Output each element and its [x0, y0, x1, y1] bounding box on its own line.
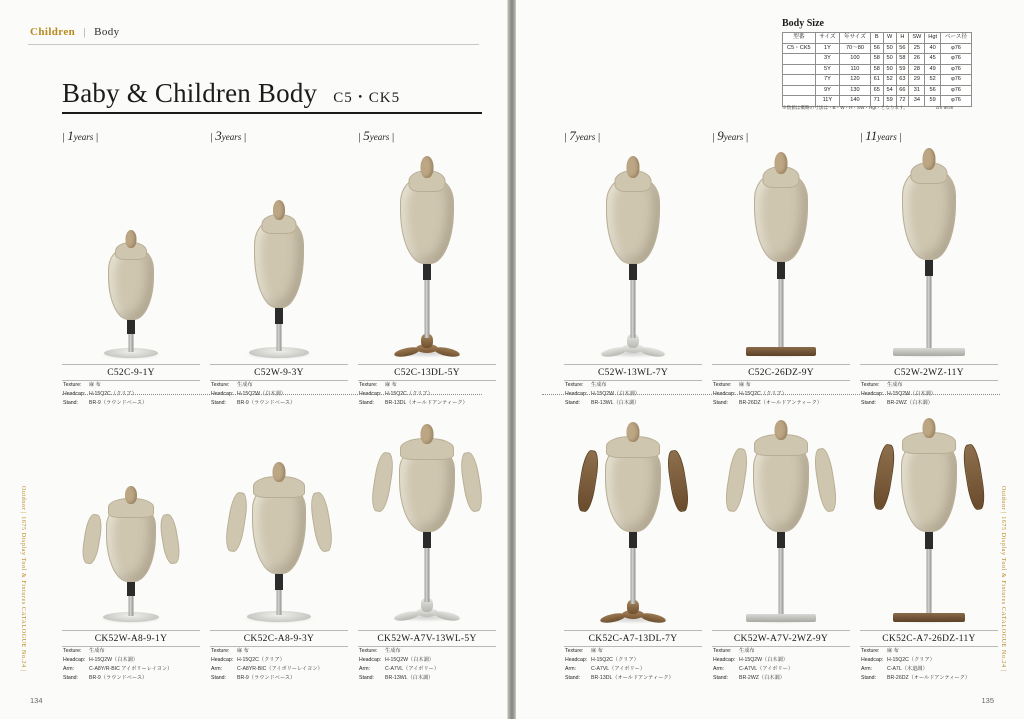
cell: [783, 64, 816, 75]
age-label-1: | 1years |: [62, 128, 99, 143]
side-tab-label: Outdoor | 1675 Display Tool & Fixtures CATALOGUE No.24 |: [1000, 486, 1006, 672]
spec-key: Texture:: [63, 648, 82, 654]
product-figure-12: [860, 404, 998, 630]
col-header: サイズ: [815, 33, 839, 44]
spec-value: H-15Q2W（白木調）: [89, 657, 138, 664]
age-unit: years: [877, 132, 897, 142]
spec-value: BR-13WL（白木調）: [385, 675, 434, 682]
spec-key: Texture:: [861, 382, 880, 388]
cell: φ76: [940, 54, 971, 65]
cell: 110: [840, 64, 871, 75]
spec-key: Headcap:: [211, 657, 234, 664]
folio-right: 135: [981, 696, 994, 705]
cell: 70〜80: [840, 43, 871, 54]
col-header: B: [870, 33, 883, 44]
cell: 34: [909, 96, 925, 107]
spec-value: BR-9（ラウンドベース）: [237, 675, 296, 682]
cell: 61: [870, 75, 883, 86]
spec-value: C-A7VL（アイボリー）: [385, 666, 440, 673]
spec-value: 麻 布: [591, 648, 603, 654]
cell: 45: [925, 54, 941, 65]
spec-value: C-A7VL（アイボリー）: [739, 666, 794, 673]
page-title-code: C5・CK5: [333, 90, 401, 106]
cell: 50: [883, 43, 896, 54]
age-unit: years: [73, 132, 94, 142]
product-cell-9: [358, 404, 496, 683]
product-specs-10: [564, 647, 702, 683]
spec-key: Texture:: [713, 648, 732, 654]
product-figure-6: [860, 148, 998, 364]
spec-value: 生成布: [591, 382, 607, 388]
product-cell-3: [358, 128, 496, 408]
cell: 59: [925, 96, 941, 107]
spec-value: C-A8YR-BIC（アイボリーレイヨン）: [237, 666, 323, 673]
cell: 40: [925, 43, 941, 54]
product-cell-4: [564, 128, 702, 408]
body-size-note-right: cm ※cm: [936, 105, 954, 110]
body-size-table: [782, 32, 972, 107]
product-specs-7: [62, 647, 200, 683]
spec-key: Texture:: [211, 382, 230, 388]
cell: 56: [925, 85, 941, 96]
cell: 58: [870, 54, 883, 65]
product-cell-11: [712, 404, 850, 683]
cell: 59: [883, 96, 896, 107]
spec-key: Stand:: [565, 400, 580, 407]
cell: 120: [840, 75, 871, 86]
cell: 56: [896, 43, 909, 54]
table-row: [783, 75, 972, 86]
table-header-row: [783, 33, 972, 44]
age-unit: years: [575, 132, 596, 142]
product-figure-3: [358, 148, 496, 364]
cell: 11Y: [815, 96, 839, 107]
cell: φ76: [940, 85, 971, 96]
spec-key: Stand:: [861, 400, 876, 407]
spec-key: Headcap:: [713, 657, 736, 664]
spec-key: Stand:: [359, 400, 374, 407]
age-number: 5: [363, 128, 370, 143]
age-number: 9: [717, 128, 724, 143]
spec-value: H-15Q2C（クリア）: [385, 391, 433, 398]
spec-key: Stand:: [211, 675, 226, 682]
cell: 66: [896, 85, 909, 96]
cell: 72: [896, 96, 909, 107]
product-figure-7: [62, 404, 200, 630]
left-page: [0, 0, 508, 719]
age-number: 7: [569, 128, 576, 143]
product-specs-12: [860, 647, 998, 683]
cell: 31: [909, 85, 925, 96]
product-figure-1: [62, 148, 200, 364]
col-header: SW: [909, 33, 925, 44]
cell: 56: [870, 43, 883, 54]
cell: 5Y: [815, 64, 839, 75]
spec-value: C-A7VL（アイボリー）: [591, 666, 646, 673]
age-label-3: | 5years |: [358, 128, 395, 143]
title-rule: [62, 112, 482, 114]
spec-key: Texture:: [565, 382, 584, 388]
folio-left: 134: [30, 696, 43, 705]
product-cell-2: [210, 128, 348, 408]
product-code-4: C52W-13WL-7Y: [597, 368, 669, 378]
product-code-9: CK52W-A7V-13WL-5Y: [377, 634, 477, 644]
cell: 26: [909, 54, 925, 65]
cell: [783, 85, 816, 96]
spec-key: Texture:: [359, 382, 378, 388]
spec-key: Texture:: [63, 382, 82, 388]
cell: 58: [896, 54, 909, 65]
cell: 140: [840, 96, 871, 107]
spec-key: Stand:: [713, 400, 728, 407]
spec-key: Stand:: [713, 675, 728, 682]
spec-value: BR-26DZ（オールドアンティーク）: [887, 675, 970, 682]
breadcrumb-separator: |: [83, 26, 86, 38]
age-label-6: | 11years |: [860, 128, 903, 143]
spec-key: Arm:: [63, 666, 74, 673]
spec-value: 生成布: [89, 648, 105, 654]
spec-key: Texture:: [713, 382, 732, 388]
cell: φ76: [940, 64, 971, 75]
spec-value: BR-13WL（白木調）: [591, 400, 640, 407]
age-label-2: | 3years |: [210, 128, 247, 143]
age-number: 1: [67, 128, 74, 143]
product-code-12: CK52C-A7-26DZ-11Y: [882, 634, 976, 644]
product-code-5: C52C-26DZ-9Y: [748, 368, 814, 378]
spec-key: Headcap:: [359, 391, 382, 398]
spec-value: H-15Q2C（クリア）: [739, 391, 787, 398]
spec-value: H-15Q2W（白木調）: [591, 391, 640, 398]
cell: 49: [925, 64, 941, 75]
cell: 9Y: [815, 85, 839, 96]
cell: 29: [909, 75, 925, 86]
cell: [783, 75, 816, 86]
right-page: [516, 0, 1024, 719]
product-cell-12: [860, 404, 998, 683]
product-code-10: CK52C-A7-13DL-7Y: [588, 634, 678, 644]
breadcrumb: [30, 26, 120, 38]
spec-key: Stand:: [63, 675, 78, 682]
age-unit: years: [369, 132, 390, 142]
product-figure-11: [712, 404, 850, 630]
side-tab-label: Outdoor | 1675 Display Tool & Fixtures CATALOGUE No.24 |: [20, 486, 26, 672]
age-number: 11: [865, 128, 878, 143]
cell: 50: [883, 54, 896, 65]
spec-value: H-15Q2C（クリア）: [89, 391, 137, 398]
product-code-1: C52C-9-1Y: [107, 368, 155, 378]
spec-key: Headcap:: [63, 391, 86, 398]
product-figure-8: [210, 404, 348, 630]
spec-value: BR-26DZ（オールドアンティーク）: [739, 400, 822, 407]
cell: 52: [925, 75, 941, 86]
spec-value: H-15Q2W（白木調）: [237, 391, 286, 398]
spec-value: H-15Q2C（クリア）: [887, 657, 935, 664]
spec-value: BR-13DL（オールドアンティーク）: [591, 675, 674, 682]
cell: φ76: [940, 43, 971, 54]
spec-value: 麻 布: [237, 648, 249, 654]
cell: 65: [870, 85, 883, 96]
product-code-11: CK52W-A7V-2WZ-9Y: [733, 634, 829, 644]
spec-value: 生成布: [739, 648, 755, 654]
spec-key: Texture:: [861, 648, 880, 654]
col-header: 年サイズ: [840, 33, 871, 44]
spec-value: H-15Q2C（クリア）: [591, 657, 639, 664]
cell: φ76: [940, 75, 971, 86]
cell: [783, 54, 816, 65]
spec-key: Arm:: [713, 666, 724, 673]
product-cell-5: [712, 128, 850, 408]
spread-gutter: [508, 0, 516, 719]
side-tab-left: [20, 486, 26, 676]
cell: 52: [883, 75, 896, 86]
table-row: [783, 85, 972, 96]
spec-key: Texture:: [211, 648, 230, 654]
product-specs-9: [358, 647, 496, 683]
spec-key: Headcap:: [211, 391, 234, 398]
spec-key: Headcap:: [565, 657, 588, 664]
product-figure-9: [358, 404, 496, 630]
cell: 63: [896, 75, 909, 86]
spec-key: Headcap:: [359, 657, 382, 664]
row-divider-left: [62, 394, 482, 395]
body-size-note-left: ※数値は概略の寸法は・B・W・H・SW・Hgt・となります。: [782, 105, 908, 110]
cell: φ76: [940, 96, 971, 107]
age-label-5: | 9years |: [712, 128, 749, 143]
spec-value: C-A8Y/R-BIC アイボリーレイヨン）: [89, 666, 173, 673]
col-header: Hgt: [925, 33, 941, 44]
spec-key: Stand:: [565, 675, 580, 682]
breadcrumb-category: Children: [30, 26, 76, 38]
product-code-6: C52W-2WZ-11Y: [894, 368, 964, 378]
spec-value: 麻 布: [887, 648, 899, 654]
col-header: 型番: [783, 33, 816, 44]
spec-value: 生成布: [887, 382, 903, 388]
spec-key: Stand:: [63, 400, 78, 407]
spec-value: H-15Q2W（白木調）: [385, 657, 434, 664]
spec-key: Arm:: [211, 666, 222, 673]
page-title: Baby & Children Body: [62, 78, 318, 108]
age-unit: years: [221, 132, 242, 142]
spec-value: BR-9（ラウンドベース）: [89, 400, 148, 407]
spec-value: C-A7L（木道調）: [887, 666, 928, 673]
spec-value: H-15Q2W（白木調）: [739, 657, 788, 664]
cell: 100: [840, 54, 871, 65]
spec-value: BR-13DL（オールドアンティーク）: [385, 400, 468, 407]
col-header: ベース径: [940, 33, 971, 44]
spec-value: 生成布: [237, 382, 253, 388]
cell: C5・CK5: [783, 43, 816, 54]
product-cell-6: [860, 128, 998, 408]
body-size-title: Body Size: [782, 18, 824, 29]
spec-key: Texture:: [359, 648, 378, 654]
spec-value: BR-2WZ（白木調）: [739, 675, 785, 682]
product-code-2: C52W-9-3Y: [254, 368, 304, 378]
product-code-3: C52C-13DL-5Y: [394, 368, 460, 378]
spec-key: Headcap:: [861, 657, 884, 664]
cell: 50: [883, 64, 896, 75]
age-label-4: | 7years |: [564, 128, 601, 143]
spec-value: BR-2WZ（白木調）: [887, 400, 933, 407]
spec-key: Texture:: [565, 648, 584, 654]
spec-key: Stand:: [211, 400, 226, 407]
spec-value: BR-9（ラウンドベース）: [237, 400, 296, 407]
cell: 7Y: [815, 75, 839, 86]
spec-key: Headcap:: [63, 657, 86, 664]
breadcrumb-section: Body: [94, 26, 120, 38]
cell: 71: [870, 96, 883, 107]
product-code-7: CK52W-A8-9-1Y: [94, 634, 168, 644]
side-tab-right: [1000, 486, 1006, 676]
spec-value: 麻 布: [739, 382, 751, 388]
age-unit: years: [723, 132, 744, 142]
spec-key: Headcap:: [861, 391, 884, 398]
cell: 3Y: [815, 54, 839, 65]
product-cell-1: [62, 128, 200, 408]
product-specs-8: [210, 647, 348, 683]
product-cell-7: [62, 404, 200, 683]
spec-value: BR-9（ラウンドベース）: [89, 675, 148, 682]
spec-key: Stand:: [861, 675, 876, 682]
cell: 130: [840, 85, 871, 96]
table-row: [783, 64, 972, 75]
product-figure-2: [210, 148, 348, 364]
product-specs-11: [712, 647, 850, 683]
cell: 59: [896, 64, 909, 75]
product-figure-5: [712, 148, 850, 364]
spec-key: Arm:: [359, 666, 370, 673]
cell: 58: [870, 64, 883, 75]
product-figure-4: [564, 148, 702, 364]
cell: 28: [909, 64, 925, 75]
product-cell-8: [210, 404, 348, 683]
spec-key: Stand:: [359, 675, 374, 682]
row-divider-right: [542, 394, 1000, 395]
spec-value: H-15Q2W（白木調）: [887, 391, 936, 398]
spec-value: 麻 布: [89, 382, 101, 388]
spec-key: Arm:: [565, 666, 576, 673]
cell: 25: [909, 43, 925, 54]
page-title-block: [62, 78, 482, 109]
product-figure-10: [564, 404, 702, 630]
table-row: [783, 54, 972, 65]
spec-key: Headcap:: [713, 391, 736, 398]
spec-value: 麻 布: [385, 382, 397, 388]
spec-key: Arm:: [861, 666, 872, 673]
spec-value: 生成布: [385, 648, 401, 654]
col-header: W: [883, 33, 896, 44]
spec-key: Headcap:: [565, 391, 588, 398]
header-divider: [28, 44, 479, 45]
spec-value: H-15Q2C（クリア）: [237, 657, 285, 664]
table-row: [783, 43, 972, 54]
product-cell-10: [564, 404, 702, 683]
cell: 54: [883, 85, 896, 96]
cell: 1Y: [815, 43, 839, 54]
age-number: 3: [215, 128, 222, 143]
col-header: H: [896, 33, 909, 44]
product-code-8: CK52C-A8-9-3Y: [243, 634, 315, 644]
